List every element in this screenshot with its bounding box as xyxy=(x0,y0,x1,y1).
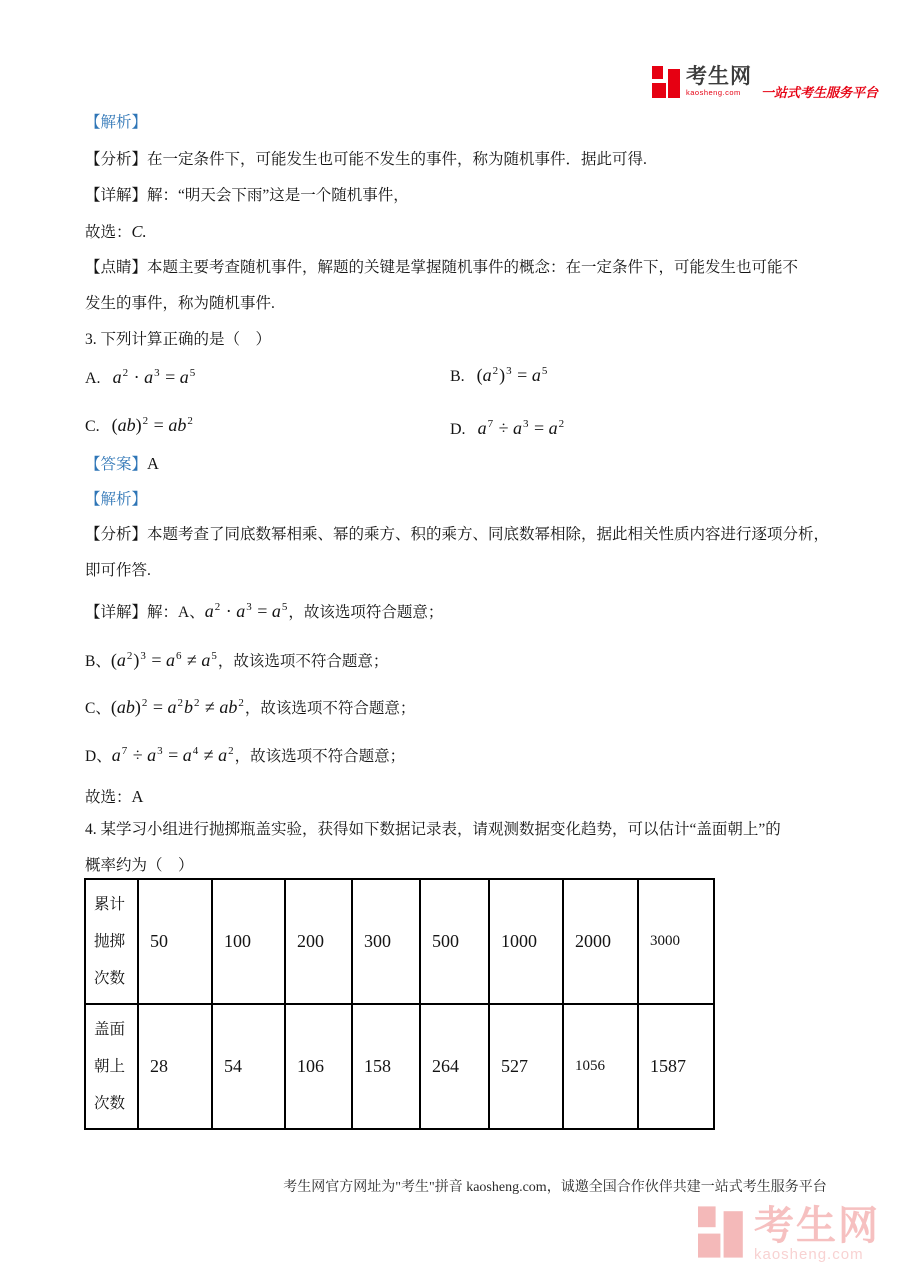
header-brand-block xyxy=(686,66,752,97)
detail-line-a: 【详解】解：A、$a^2 \cdot a^3 = a^5$，故该选项符合题意； xyxy=(85,601,444,621)
question3-title: 3. 下列计算正确的是（ ） xyxy=(85,331,272,348)
header-logo xyxy=(652,66,878,101)
table-cell: 54 xyxy=(212,1004,285,1129)
table-cell: 264 xyxy=(420,1004,489,1129)
option-a xyxy=(85,362,196,390)
question4-text xyxy=(85,812,781,884)
option-b-letter: B. xyxy=(450,368,465,385)
table-cell: 28 xyxy=(138,1004,212,1129)
guxuan-q2 xyxy=(85,221,147,244)
xiangjie-q2: 【详解】解：“明天会下雨”这是一个随机事件， xyxy=(85,187,409,204)
question4-line1: 4. 某学习小组进行抛掷瓶盖实验，获得如下数据记录表，请观测数据变化趋势，可以估计“盖面朝上”的 xyxy=(85,821,781,838)
detail-line-b: B、$(a^2)^3 = a^6 \ne a^5$，故该选项不符合题意； xyxy=(85,650,389,670)
kaosheng-h-icon xyxy=(652,66,682,98)
fenxi-q3 xyxy=(85,517,829,589)
row-header-face-up: 盖面 朝上 次数 xyxy=(85,1004,138,1129)
table-row-throws xyxy=(85,879,714,1004)
watermark-logo xyxy=(698,1206,880,1264)
row-header-throws: 累计 抛掷 次数 xyxy=(85,879,138,1004)
table-cell: 527 xyxy=(489,1004,563,1129)
option-b xyxy=(450,360,548,388)
option-a-letter: A. xyxy=(85,370,101,387)
table-cell: 300 xyxy=(352,879,420,1004)
dianjing-q2 xyxy=(85,250,798,322)
guxuan-q2-value: C. xyxy=(131,222,147,241)
watermark-brand-block xyxy=(754,1206,880,1264)
guxuan-q3 xyxy=(85,786,143,809)
table-cell: 50 xyxy=(138,879,212,1004)
dianjing-q2-line1: 【点睛】本题主要考查随机事件，解题的关键是掌握随机事件的概念：在一定条件下，可能发生也可能不 xyxy=(85,259,799,276)
detail-line-d: D、$a^7 \div a^3 = a^4 \ne a^2$，故该选项不符合题意； xyxy=(85,745,406,765)
table-cell: 1000 xyxy=(489,879,563,1004)
table-cell: 106 xyxy=(285,1004,352,1129)
watermark-brand: 考生网 xyxy=(754,1204,880,1248)
table-cell: 1056 xyxy=(563,1004,638,1129)
experiment-data-table xyxy=(84,878,715,1130)
table-cell: 3000 xyxy=(638,879,714,1004)
answer-q3-label: 【答案】 xyxy=(85,456,148,473)
table-row-face-up xyxy=(85,1004,714,1129)
table-cell: 158 xyxy=(352,1004,420,1129)
detail-line-c: C、$(ab)^2 = a^2b^2 \ne ab^2$，故该选项不符合题意； xyxy=(85,697,416,717)
watermark-h-icon xyxy=(698,1206,746,1258)
footer-text: 考生网官方网址为"考生"拼音 kaosheng.com，诚邀全国合作伙伴共建一站式考生服务平台 xyxy=(283,1180,827,1195)
table-cell: 2000 xyxy=(563,879,638,1004)
option-c-letter: C. xyxy=(85,418,100,435)
option-a-formula: $a^2 \cdot a^3 = a^5$ xyxy=(112,367,196,387)
guxuan-q3-value: A xyxy=(131,787,144,806)
fenxi-q2: 【分析】在一定条件下，可能发生也可能不发生的事件，称为随机事件．据此可得. xyxy=(85,151,647,168)
option-c-formula: $(ab)^2 = ab^2$ xyxy=(111,415,193,435)
watermark-domain: kaosheng.com xyxy=(754,1246,864,1263)
fenxi-q3-line1: 【分析】本题考查了同底数幂相乘、幂的乘方、积的乘方、同底数幂相除，据此相关性质内容进行逐项分析， xyxy=(85,526,830,543)
analysis-label-q3: 【解析】 xyxy=(85,491,148,508)
guxuan-q3-label: 故选： xyxy=(85,789,132,806)
analysis-label-q2: 【解析】 xyxy=(85,114,148,131)
answer-q3 xyxy=(85,453,159,476)
guxuan-q2-label: 故选： xyxy=(85,224,132,241)
dianjing-q2-line2: 发生的事件，称为随机事件. xyxy=(85,295,275,312)
table-cell: 200 xyxy=(285,879,352,1004)
brand-tagline: 一站式考生服务平台 xyxy=(761,85,879,100)
brand-name: 考生网 xyxy=(686,65,752,88)
option-b-formula: $(a^2)^3 = a^5$ xyxy=(476,365,548,385)
brand-domain: kaosheng.com xyxy=(686,88,741,97)
table-cell: 100 xyxy=(212,879,285,1004)
table-cell: 1587 xyxy=(638,1004,714,1129)
question4-line2: 概率约为（ ） xyxy=(85,857,194,874)
answer-q3-value: A xyxy=(147,454,159,473)
option-d-letter: D. xyxy=(450,421,466,438)
option-d-formula: $a^7 \div a^3 = a^2$ xyxy=(477,418,565,438)
table-cell: 500 xyxy=(420,879,489,1004)
fenxi-q3-line2: 即可作答. xyxy=(85,562,151,579)
option-d xyxy=(450,413,565,441)
option-c xyxy=(85,410,194,438)
